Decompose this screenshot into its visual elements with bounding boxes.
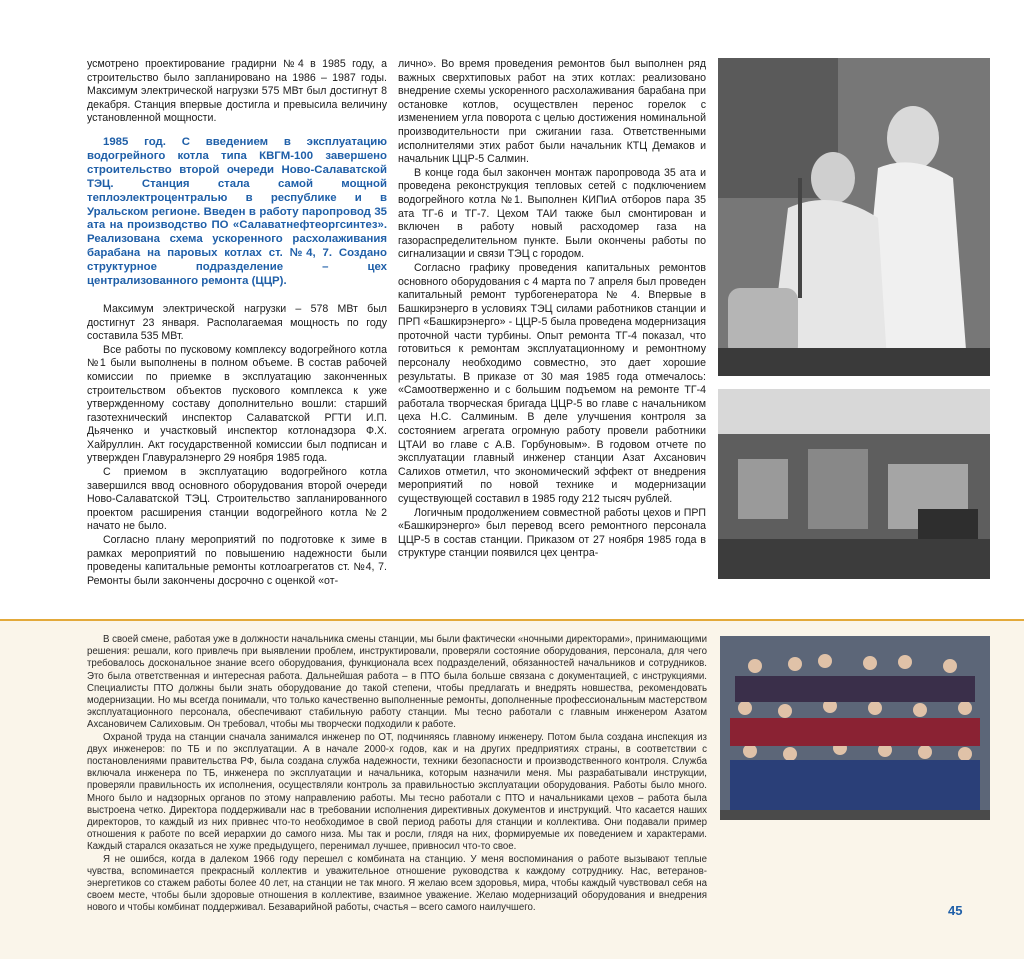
paragraph: В конце года был закончен монтаж паропровода 35 ата и проведена реконструкция тепловых сетей с подключением водогрейного котла №1. Выполнен КИПиА отборов пара 35 ата ТГ-6 и ТГ-7. Цехом ТАИ также был смонтирован и включен в работу новый расходомер газа на газораспределительном пункте. Были окончены работы по сигнализации и связи ТЭЦ с городом. xyxy=(398,166,706,261)
paragraph: Согласно плану мероприятий по подготовке к зиме в рамках мероприятий по повышению надежности были проведены капитальные ремонты котлоагрегатов ст. №4, 7. Ремонты были закончены досрочно с оценкой «от- xyxy=(87,534,387,587)
paragraph: Я не ошибся, когда в далеком 1966 году перешел с комбината на станцию. У меня воспоминания о работе вызывают теплые чувства, вспоминается прекрасный коллектив и уважительное отношение руководства к каждому сотруднику. Нас, ветеранов-энергетиков со стажем работы более 40 лет, на станции не так много. Я желаю всем здоровья, мира, чтобы каждый чувствовал себя на своем месте, чтобы были здоровые отношения в коллективе, взаимное уважение. Желаю модернизаций оборудования и внедрения нового и чтобы комбинат поддерживал. Безаварийной работы, счастья – всего самого наилучшего. xyxy=(87,853,707,914)
photo-machine-hall xyxy=(718,389,990,579)
paragraph: Все работы по пусковому комплексу водогрейного котла №1 были выполнены в полном объеме. В состав рабочей комиссии по приемке в эксплуатацию законченных строительством объектов пускового комплекса к уже утвержденному составу дополнительно вошли: старший газотехнический инспектор Салаватской РГТИ И.П. Дьяченко и участковый инспектор котлонадзора Ф.Х. Хайруллин. Акт государственной комиссии был подписан и утвержден Главуралэнерго 29 ноября 1985 года. xyxy=(87,343,387,465)
paragraph: Охраной труда на станции сначала занимался инженер по ОТ, подчиняясь главному инженеру. Потом была создана инспекция из двух инженеров: по ТБ и по эксплуатации. А в начале 2000-х годов, как и на других предприятиях страны, в соответствии с постановлениями правительства РФ, была создана служба надежности, техники безопасности и производственного контроля. Служба включала инженера по ТБ, инженера по эксплуатации и начальника, которым назначили меня. Мы разрабатывали инструкции, проверяли правильность их исполнения, осуществляли контроль за правильностью эксплуатации оборудования. Работы было много. Много было и надзорных органов по этому направлению работы. Мы тесно работали с ПТО и начальниками цехов – работа была выстроена четко. Директора поддерживали нас в требовании исполнения директивных документов и инструкций. Что касается наших директоров, то каждый из них привнес что-то необходимое в свой период работы для станции и коллектива. Они подавали пример отношения к работе по всей иерархии до самого низа. Мы так и росли, глядя на них, формируемые их поведением и характерами. Каждый старался оказаться не хуже предыдущего, перенимал лучшее, привносил что-то свое. xyxy=(87,731,707,853)
paragraph: С приемом в эксплуатацию водогрейного котла завершился ввод основного оборудования второй очереди Ново-Салаватской ТЭЦ. Строительство запланированного проектом расширения станции водогрейного котла №2 начато не было. xyxy=(87,466,387,533)
text-column-middle xyxy=(398,58,706,561)
page-number: 45 xyxy=(948,903,963,918)
text-column-left xyxy=(87,58,387,588)
paragraph: Согласно графику проведения капитальных ремонтов основного оборудования с 4 марта по 7 апреля был проведен капитальный ремонт турбогенератора № 4. Впервые в Башкирэнерго в условиях ТЭЦ силами работников станции и ПРП «Башкирэнерго» - ЦЦР-5 была проведена модернизация проточной части турбины. Опыт ремонта ТГ-4 показал, что готовиться к ремонтам эксплуатационному и ремонтному персоналу необходимо совместно, это дает хорошие результаты. В приказе от 30 мая 1985 года отмечалось: «Самоотверженно и с большим подъемом на ремонте ТГ-4 работала творческая бригада ЦЦР-5 во главе с начальником цеха Н.С. Салминым. В деле улучшения контроля за состоянием агрегата огромную работу провели работники ЦТАИ во главе с А.В. Горбуновым». В годовом отчете по эксплуатации главный инженер станции Азат Ахсанович Салихов отметил, что экономический эффект от внедрения мероприятий по новой технике и модернизации существующей составил в 1985 году 212 тысяч рублей. xyxy=(398,261,706,505)
paragraph: Логичным продолжением совместной работы цехов и ПРП «Башкирэнерго» был перевод всего ремонтного персонала ЦЦР-5 в состав станции. Приказом от 27 ноября 1985 года в структуре станции появился цех центра- xyxy=(398,506,706,560)
veteran-memoir xyxy=(87,634,707,915)
paragraph: лично». Во время проведения ремонтов был выполнен ряд важных сверхтиповых работ на этих котлах: реализовано внедрение схемы ускоренного расхолаживания барабана при остановке котлов, осуществлен перенос горелок с изменением угла поворота с целью достижения номинальной производительности при сжигании газа. Ответственными исполнителями этих работ были начальник КТЦ Демаков и начальник ЦЦР-5 Салмин. xyxy=(398,58,706,166)
highlight-1985: 1985 год. С введением в эксплуатацию водогрейного котла типа КВГМ-100 завершено строительство второй очереди Ново-Салаватской ТЭЦ. Станция стала самой мощной теплоэлектроцентралью в республике и в Уральском регионе. Введен в работу паропровод 35 ата на производство ПО «Салаватнефтеоргсинтез». Реализована схема ускоренного расхолаживания барабана на паровых котлах ст. №4, 7. Создано структурное подразделение – цех централизованного ремонта (ЦЦР). xyxy=(87,135,387,288)
paragraph: Максимум электрической нагрузки – 578 МВт был достигнут 23 января. Располагаемая мощность по году составила 535 МВт. xyxy=(87,302,387,343)
paragraph: усмотрено проектирование градирни №4 в 1985 году, а строительство было запланировано на 1986 – 1987 годы. Максимум электрической нагрузки 575 МВт был достигнут 8 декабря. Станция впервые достигла и превысила величину установленной мощности. xyxy=(87,58,387,125)
photo-group-staff xyxy=(720,636,990,820)
paragraph: В своей смене, работая уже в должности начальника смены станции, мы были фактически «ночными директорами», принимающими решения: решали, кого привлечь при выявлении проблем, инструктировали, проверяли состояние оборудования, персонала, для чего требовалось доскональное знание всего оборудования, функционала всех подразделений, обязанностей начальников и сотрудников. Это была ответственная и интересная работа. Дальнейшая работа – в ПТО была больше связана с документацией, с инструкциями. Специалисты ПТО должны были знать оборудование до такой степени, чтобы предлагать и внедрять новшества, рекомендовать модернизации. Но мы всегда понимали, что только качественно выполненные ремонты, дополненные профессиональным мастерством эксплуатационного персонала, обеспечивают стабильную работу станции. Мы тесно работали с главным инженером Азатом Ахсановичем Салиховым. Он требовал, чтобы мы творчески подходили к работе. xyxy=(87,634,707,731)
photo-laboratory-women xyxy=(718,58,990,376)
